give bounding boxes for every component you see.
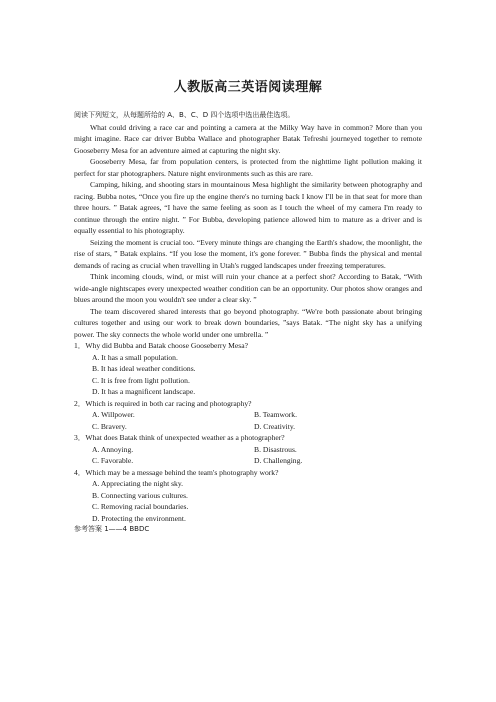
option-b: B. Connecting various cultures. (92, 490, 188, 500)
question-stem: 4．Which may be a message behind the team's photography work? (74, 467, 279, 477)
question-4 (74, 467, 422, 525)
option-b: B. Teamwork. (254, 410, 297, 419)
option-d: D. Creativity. (254, 421, 296, 431)
option-d: D. Challenging. (254, 456, 303, 465)
option-c: C. Removing racial boundaries. (92, 502, 189, 511)
question-stem: 2．Which is required in both car racing and photography? (74, 398, 252, 408)
option-c: C. It is free from light pollution. (92, 375, 190, 385)
paragraph-1: What could driving a race car and pointing a camera at the Milky Way have in common? More than you might imagine. Race car driver Bubba Wallace and photographer Batak Tefreshi journeyed together to remote Gooseberry Mesa for an adventure aimed at capturing the night sky. (74, 122, 422, 155)
option-c: C. Bravery. (92, 421, 127, 431)
question-1 (74, 340, 422, 398)
document-body (74, 110, 422, 536)
option-b: B. Disastrous. (254, 444, 297, 454)
paragraph-4: Seizing the moment is crucial too. “Every minute things are changing the Earth's shadow, the moonlight, the rise of stars, ” Batak explains. “If you lose the moment, it's gone forever. ” Bubba finds the physical and mental demands of racing as crucial when travelling in Utah's rugged landscapes under freezing temperatures. (74, 237, 422, 270)
question-2 (74, 398, 422, 433)
option-a: A. Appreciating the night sky. (92, 479, 184, 488)
answer-key: 参考答案 1——4 BBDC (74, 525, 150, 533)
option-a: A. Willpower. (92, 410, 135, 419)
paragraph-5: Think incoming clouds, wind, or mist will ruin your chance at a perfect shot? According to Batak, “With wide-angle nightscapes every unexpected weather condition can be an opportunity. Our photos show oranges and blues around the moon you wouldn't see under a clear sky. ” (74, 272, 422, 304)
option-a: A. It has a small population. (92, 352, 178, 362)
question-3 (74, 432, 422, 467)
instruction-text: 阅读下列短文，从每题所给的 A、B、C、D 四个选项中选出最佳选项。 (74, 111, 295, 119)
option-d: D. Protecting the environment. (92, 513, 186, 523)
question-stem: 1．Why did Bubba and Batak choose Gooseberry Mesa? (74, 341, 248, 350)
paragraph-2: Gooseberry Mesa, far from population centers, is protected from the nighttime light pollution making it perfect for star photographers. Nature night environments such as this are rare. (74, 157, 422, 178)
document-title: 人教版高三英语阅读理解 (173, 80, 323, 95)
paragraph-3: Camping, hiking, and shooting stars in mountainous Mesa highlight the similarity between photography and racing. Bubba notes, “Once you fire up the engine there's no turning back I know I'll be in that seat for more than three hours. ” Batak agrees, “I have the same feeling as soon as I touch the wheel of my camera I'm ready to continue through the entire night. ” For Bubba, developing patience allowed him to mature as a driver and is equally essential to his photography. (74, 180, 422, 235)
question-stem: 3．What does Batak think of unexpected weather as a photographer? (74, 433, 285, 442)
option-c: C. Favorable. (92, 456, 134, 465)
option-a: A. Annoying. (92, 444, 134, 454)
paragraph-6: The team discovered shared interests that go beyond photography. “We're both passionate about bringing cultures together and using our work to break down boundaries, ”says Batak. “The night sky has a unifying power. The sky connects the whole world under one umbrella. ” (74, 306, 422, 339)
option-b: B. It has ideal weather conditions. (92, 364, 196, 373)
option-d: D. It has a magnificent landscape. (92, 387, 196, 396)
